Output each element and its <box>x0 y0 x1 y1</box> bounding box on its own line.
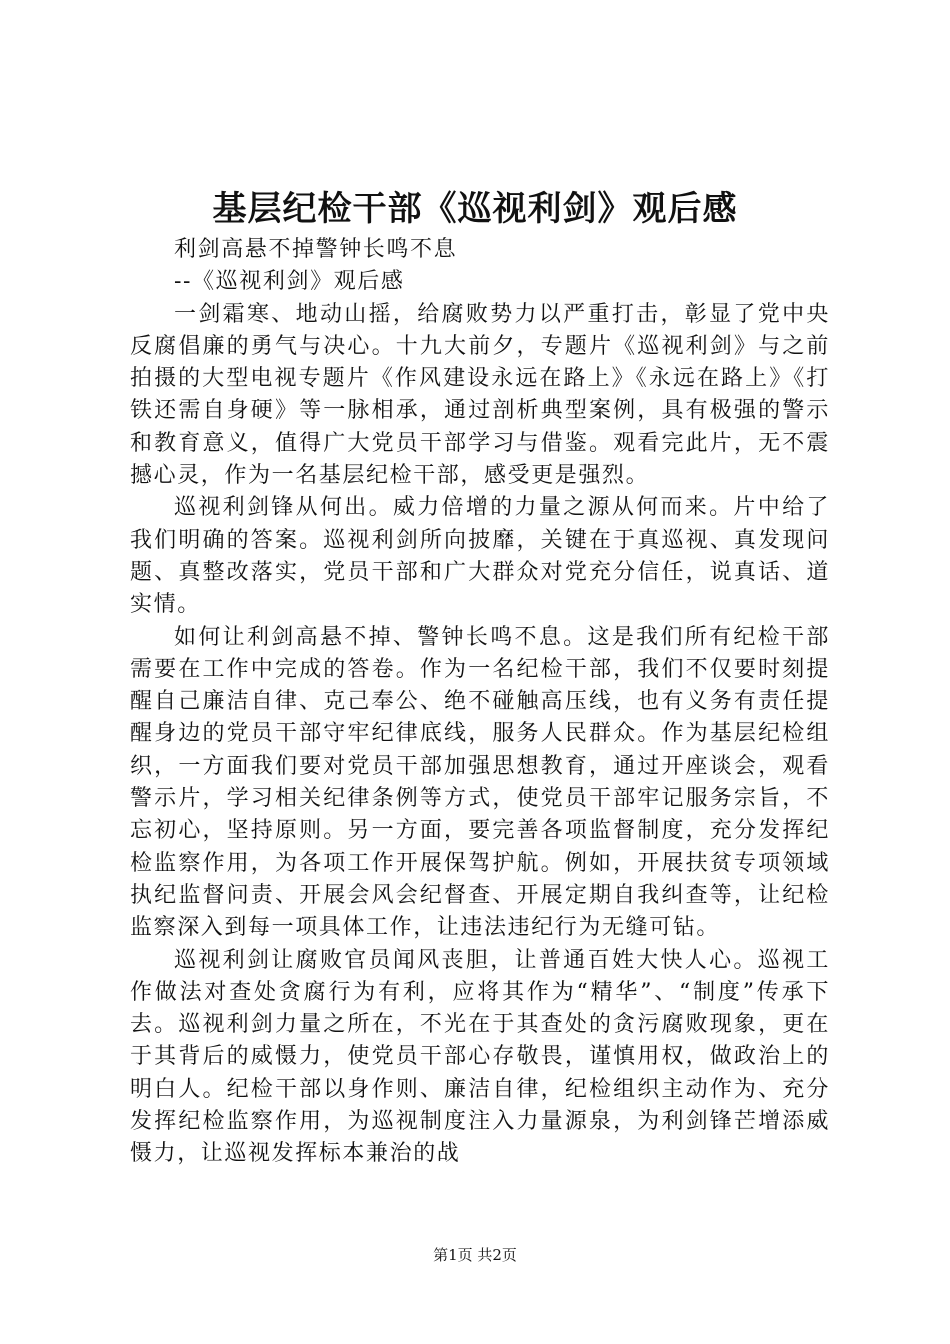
page-number-footer: 第1页 共2页 <box>433 1246 517 1264</box>
subtitle-line: 利剑高悬不掉警钟长鸣不息 <box>174 237 458 262</box>
paragraph-4: 巡视利剑让腐败官员闻风丧胆，让普通百姓大快人心。巡视工作做法对查处贪腐行为有利，应将其作为“精华”、“制度”传承下去。巡视利剑力量之所在，不光在于其查处的贪污腐败现象，更在于其背后的威慑力，使党员干部心存敬畏，谨慎用权，做政治上的明白人。纪检干部以身作则、廉洁自律，纪检组织主动作为、充分发挥纪检监察作用，为巡视制度注入力量源泉，为利剑锋芒增添威慑力，让巡视发挥标本兼治的战 <box>130 947 830 1167</box>
source-line: --《巡视利剑》观后感 <box>174 269 405 295</box>
paragraph-2: 巡视利剑锋从何出。威力倍增的力量之源从何而来。片中给了我们明确的答案。巡视利剑所向披靡，关键在于真巡视、真发现问题、真整改落实，党员干部和广大群众对党充分信任，说真话、道实情。 <box>130 495 830 618</box>
paragraph-3: 如何让利剑高悬不掉、警钟长鸣不息。这是我们所有纪检干部需要在工作中完成的答卷。作为一名纪检干部，我们不仅要时刻提醒自己廉洁自律、克己奉公、绝不碰触高压线，也有义务有责任提醒身边的党员干部守牢纪律底线，服务人民群众。作为基层纪检组织，一方面我们要对党员干部加强思想教育，通过开座谈会，观看警示片，学习相关纪律条例等方式，使党员干部牢记服务宗旨，不忘初心，坚持原则。另一方面，要完善各项监督制度，充分发挥纪检监察作用，为各项工作开展保驾护航。例如，开展扶贫专项领域执纪监督问责、开展会风会纪督查、开展定期自我纠查等，让纪检监察深入到每一项具体工作，让违法违纪行为无缝可钻。 <box>130 624 830 941</box>
document-title: 基层纪检干部《巡视利剑》观后感 <box>212 189 738 229</box>
document-body <box>130 234 830 1171</box>
paragraph-1: 一剑霜寒、地动山摇，给腐败势力以严重打击，彰显了党中央反腐倡廉的勇气与决心。十九大前夕，专题片《巡视利剑》与之前拍摄的大型电视专题片《作风建设永远在路上》《永远在路上》《打铁还需自身硬》等一脉相承，通过剖析典型案例，具有极强的警示和教育意义，值得广大党员干部学习与借鉴。观看完此片，无不震撼心灵，作为一名基层纪检干部，感受更是强烈。 <box>130 301 830 489</box>
